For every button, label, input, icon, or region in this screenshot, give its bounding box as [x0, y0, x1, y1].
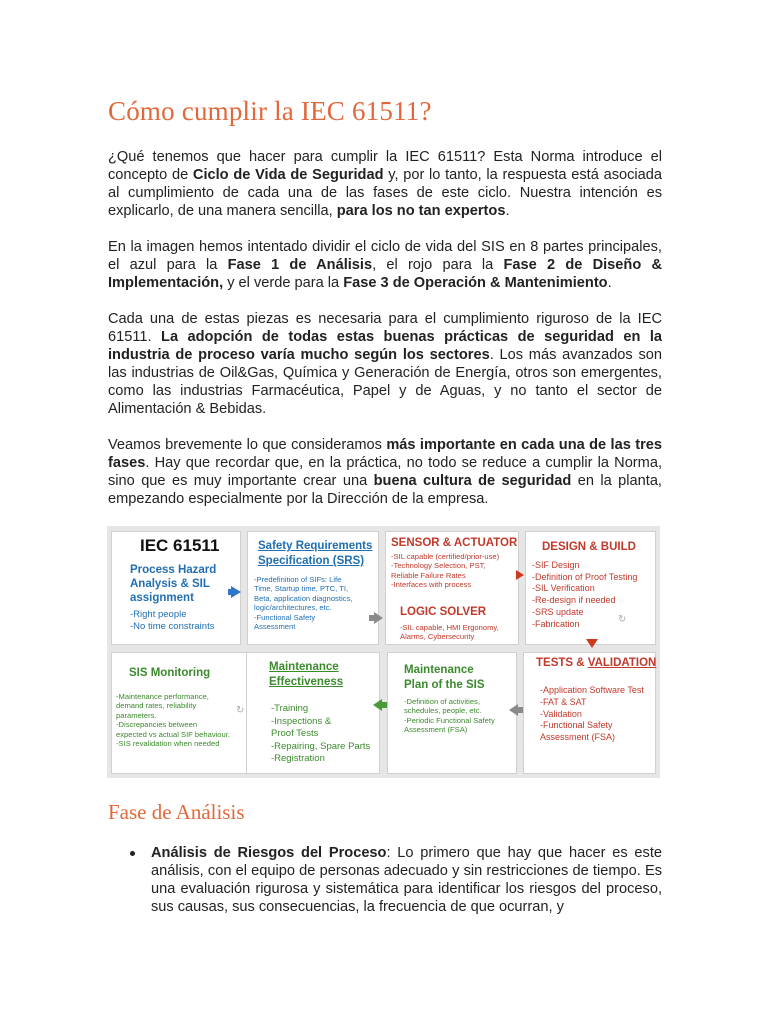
list-item: Análisis de Riesgos del Proceso: Lo primero que hay que hacer es este análisis, con el equipo de personas adecuado y sin restricciones de tiempo. Es una evaluación rigurosa y sistemática para identificar los riesgos del proceso, sus causas, sus consecuencias, la frecuencia de que ocurran, y	[130, 844, 662, 916]
bullet-icon	[130, 851, 135, 856]
cycle-icon: ↻	[236, 705, 245, 716]
box7-items: -Definition of activities, schedules, people, etc. -Periodic Functional Safety Assessment (FSA)	[404, 697, 495, 735]
bullet-list	[130, 844, 662, 916]
box-maintenance-plan	[387, 652, 517, 774]
box-process-hazard-analysis	[111, 531, 241, 645]
arrow-right-icon	[516, 570, 524, 580]
box5-heading: SIS Monitoring	[129, 667, 211, 679]
box4-heading: DESIGN & BUILD	[542, 541, 636, 553]
paragraph-culture: Veamos brevemente lo que consideramos más importante en cada una de las tres fases. Hay que recordar que, en la práctica, no todo se reduce a cumplir la Norma, sino que es muy importante crear una buena cultura de seguridad en la planta, empezando especialmente por la Dirección de la empresa.	[108, 437, 662, 507]
box6-items: -Training -Inspections & Proof Tests -Repairing, Spare Parts -Registration	[271, 703, 371, 764]
paragraph-phases: En la imagen hemos intentado dividir el ciclo de vida del SIS en 8 partes principales, el azul para la Fase 1 de Análisis, el rojo para la Fase 2 de Diseño & Implementación, y el verde para la Fase 3 de Operación & Mantenimiento.	[108, 239, 663, 291]
arrow-shaft	[369, 615, 375, 621]
box3-heading: SENSOR & ACTUATOR	[391, 537, 518, 549]
box8-items: -Application Software Test -FAT & SAT -Validation -Functional Safety Assessment (FSA)	[540, 685, 644, 743]
paragraph-industries: Cada una de estas piezas es necesaria para el cumplimiento riguroso de la IEC 61511. La adopción de todas estas buenas prácticas de seguridad en la industria de proceso varía mucho según los sectores. Los más avanzados son las industrias de Oil&Gas, Química y Generación de Energía, otros son emergentes, como las industrias Farmacéutica, Papel y de Aguas, y no tanto el sector de Alimentación & Bebidas.	[108, 311, 663, 417]
box-sis-monitoring	[111, 652, 261, 774]
box8-heading: TESTS & VALIDATION	[536, 657, 657, 669]
arrow-left-icon	[373, 699, 382, 711]
arrow-left-icon	[509, 704, 518, 716]
box3-items: -SIL capable (certified/prior-use) -Technology Selection, PST, Reliable Failure Rates -Interfaces with process	[391, 552, 500, 590]
box7-heading: Maintenance Plan of the SIS	[404, 664, 485, 691]
box3-items2: -SIL capable, HMI Ergonomy, Alarms, Cybersecurity	[400, 623, 499, 642]
box1-heading: Process Hazard Analysis & SIL assignment	[130, 564, 217, 604]
box1-items: -Right people -No time constraints	[130, 609, 215, 632]
box-tests-validation	[523, 652, 656, 774]
page-title: Cómo cumplir la IEC 61511?	[108, 96, 432, 126]
arrow-shaft	[228, 589, 233, 595]
box-safety-requirements	[247, 531, 379, 645]
arrow-down-icon	[586, 639, 598, 648]
box-maintenance-effectiveness	[246, 652, 380, 774]
box6-heading: Maintenance Effectiveness	[269, 661, 344, 688]
cycle-icon: ↻	[618, 614, 627, 625]
lifecycle-diagram	[107, 526, 660, 778]
paragraph-intro: ¿Qué tenemos que hacer para cumplir la IEC 61511? Esta Norma introduce el concepto de Ciclo de Vida de Seguridad y, por lo tanto, la respuesta está asociada al cumplimiento de cada una de las fases de este ciclo. Nuestra intención es explicarlo, de una manera sencilla, para los no tan expertos.	[108, 149, 663, 219]
arrow-right-icon	[374, 612, 383, 624]
box-sensor-actuator	[385, 531, 519, 645]
box-design-build	[525, 531, 656, 645]
section-heading: Fase de Análisis	[108, 800, 245, 824]
box4-items: -SIF Design -Definition of Proof Testing -SIL Verification -Re-design if needed -SRS update -Fabrication	[532, 560, 638, 629]
diagram-title: IEC 61511	[140, 536, 220, 555]
box3-heading2: LOGIC SOLVER	[400, 606, 487, 618]
box5-items: -Maintenance performance, demand rates, reliability parameters. -Discrepancies between expected vs actual SIF behaviour. -SIS revalidation when needed	[116, 692, 230, 749]
box2-items: -Predefinition of SIFs: Life Time, Startup time, PTC, TI, Beta, application diagnostics, logic/architectures, etc. -Functional Safety Assessment	[254, 575, 353, 632]
box2-heading: Safety Requirements Specification (SRS)	[258, 540, 373, 567]
